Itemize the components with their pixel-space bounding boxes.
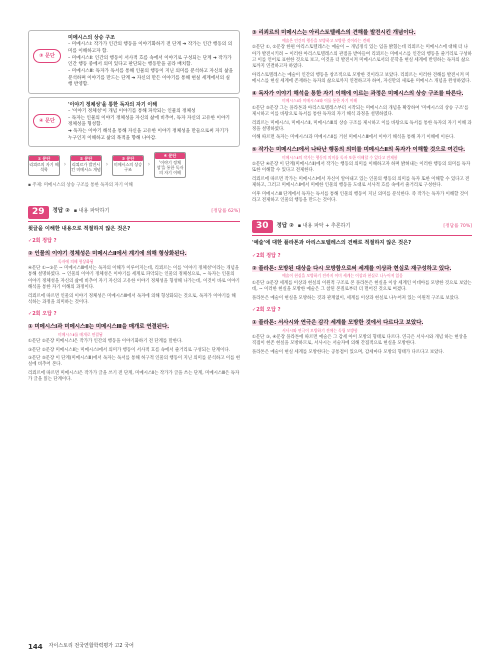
explanation: 리쾨르에 따르면 작가는 미메시스Ⅰ에서 자신이 알아내고 있는 인물의 행동의 의미를 독자 또한 이해할 수 있다고 전제하고, 그러고 미메시스Ⅱ에서 미메한 인물의 행동을 도대로 서사적 흐름 속에서 줄거리로 구성한다. — [252, 176, 470, 189]
check-mark: ✓2회 오답 ? — [252, 307, 281, 314]
page-number: 144 — [28, 642, 43, 651]
answer-option: ① 플라톤: 서사시와 연극은 감각 세계를 모방한 것에서 다르다고 보았다. — [252, 319, 424, 326]
question-type: ▪ 내용 파악 + 추론하기 — [297, 223, 351, 230]
paragraph-tag: ③ 문단 — [33, 49, 61, 63]
question-header-30 — [252, 220, 472, 236]
summary-box-4 — [28, 97, 240, 148]
answer-option: ① 미메시스Ⅰ과 미메시스Ⅱ는 미메시스Ⅲ을 매개로 연결된다. — [28, 323, 170, 330]
answer-option: ③ 리쾨르의 미메시스는 아리스토텔레스의 견해를 발전시킨 개념이다. — [252, 30, 416, 36]
explanation: ①문단 ②문장 미메시스Ⅰ은 작가가 인간의 행동을 이야기화하기 전 단계를 말한다. — [28, 339, 183, 345]
question-text: 윗글을 이해한 내용으로 적절하지 않은 것은? — [28, 225, 131, 232]
accuracy-rate: [정답률 70%] — [443, 223, 472, 229]
explanation: ②문단 ①, ②문장 한편 아리스토텔레스는 예술이 ~ 개념정식 있는 임을 밝혔는데 리쾨르는 미메시스에 대해 더 나아가 발전시키려 ~ 이러한 아리스토텔레스의 관점을 받아들여 리쾨르는 미메시스를 인간의 행동을 줄거리로 구성하고 이를 언어로 표현한 것으로 보고, 이것을 더 발전시켜 미메시스로서의 문학을 현실 세계에 반영하는 독자의 삶으로까지 연결하고자 하였다. — [252, 45, 472, 70]
option-note: 미메시스Ⅱ를 매개로 연결됨 — [58, 331, 103, 337]
summary-line: ➔ 독자는 이야기 해석을 통해 자신을 고유한 이야기 정체성을 만들으로써 자기가 누구인지 이해하고 삶의 목적을 향해 나아감. — [68, 129, 229, 141]
accuracy-rate: [정답률 62%] — [211, 208, 240, 214]
option-note: 서사시와 연극이 모방하기 전에는 독립 모방함 — [282, 327, 358, 333]
explanation: 아리스토텔레스는 예술이 인간의 행동을 창조적으로 모방한 것이라고 보았다. 리쾨르는 이러한 견해를 발전시켜 미메시스를 현실 세계에 존재하는 독자의 삶으로까지 연결하고자 하여, 자신만의 새로운 미메시스 개념을 완성하였다. — [252, 72, 471, 85]
explanation: 플라톤은 예술이 현실 세계를 모방한다는 공통점이 있으며, 감세마다 모방의 형태가 다르다고 보았다. — [252, 349, 445, 355]
summary-title: '이야기 정체성'을 통한 독자의 자기 이해 — [68, 101, 158, 108]
explanation: ④문단 ①~③문 ~ 미메시스Ⅲ에서는 독자의 이해가 이루어지는데, 리쾨르는 이를 '이야기 정체성'이라는 개념을 통해 설명하였다. ~ 인물의 이야기 정체성은 이야기를 세계로 파악되는 인물의 정체성으로, ~ 독자는 인물의 이야기 정체성을 자신의 삶에 비추어 자기 자신의 고유한 이야기 정체성을 형성해 나가는데, 이것이 바로 이야기 해석을 통한 자기 이해의 과정이다. — [28, 266, 240, 291]
option-note: 독자에 의해 형상화됨 — [58, 258, 94, 264]
flow-step: ① 문단 리쾨르의 자기 해석학 — [28, 155, 60, 176]
answer-option: ④ 독자가 이야기 해석을 통한 자기 이해에 이르는 과정은 미메시스의 상승 구조를 따른다. — [252, 90, 464, 97]
right-column — [252, 30, 472, 356]
check-mark: ✓2회 정답 ? — [252, 252, 281, 259]
question-header-29 — [28, 206, 240, 222]
summary-line: – 미메시스Ⅱ: 인간의 행동이 서사적 흐름 속에서 이야기로 구성되는 단계 ➔ 작가가 인간 행동 중에서 의미 있다고 판단되는 행동만을 골라 배치함. — [68, 55, 232, 68]
paragraph-tag: ④ 문단 — [33, 114, 61, 128]
explanation: 이후 미메시스Ⅲ 단계에서 독자는 독서를 통해 인물의 행동이 지닌 의미를 분석한다. 즉 작가는 독자가 이해할 것이라고 전제하고 인물의 행동을 만드는 것이다. — [252, 191, 469, 203]
summary-line: – '이야기 정체성'이 개념 이야기를 통해 파악되는 인물의 정체성 — [68, 109, 196, 115]
explanation: ①문단 ③, ④문장 플라톤에 따르면 예술은 그 감세 아이 모방의 형태로 다르다. 연극은 서사시와 개념 하는 현상을 직접이 현존 현실을 모방하므로, 서사시는 서술자에 의해 간접적으로 현실을 모방한다. — [252, 335, 468, 347]
answer-option: ② 플라톤: 모방된 대상을 다시 모방함으로써 세계를 이상과 현실로 재구성하고 있다. — [252, 265, 452, 272]
explanation: 플라톤은 예술이 현실을 모방하는 것과 관계없이, 세계를 이상과 현실로 나누어져 있는 이원적 구조로 보았다. — [252, 295, 460, 301]
question-text: '예술'에 대한 플라톤과 아리스토텔레스의 견해로 적절하지 않은 것은? — [252, 240, 412, 247]
arrow-right-icon: › — [147, 160, 151, 168]
structure-flow — [28, 152, 240, 178]
explanation: ①문단 ③문장 세계를 이상과 현실의 이원적 구조로 본 플라톤은 현실을 이상 세계인 이데아를 모방한 것으로 보았는데, ~ 이러한 현실을 모방한 예술은 그 참된 본질로부터 더 멀어진 것으로 여겼다. — [252, 280, 472, 293]
question-number: 30 — [252, 220, 273, 233]
answer-option: ② 인물의 이야기 정체성은 미메시스Ⅱ에서 계기에 의해 형상화된다. — [28, 250, 187, 257]
check-mark: ✓2회 오답 ? — [28, 311, 57, 318]
answer-label: 정답 ② — [52, 208, 70, 215]
explanation: 리쾨르에 따르면 미메시스Ⅰ은 작가가 글을 쓰기 전 단계, 미메시스Ⅱ는 작가가 글을 쓰는 단계, 미메시스Ⅲ은 독자가 글을 읽는 단계이다. — [28, 370, 240, 383]
arrow-right-icon: › — [63, 160, 67, 168]
summary-box-3 — [28, 30, 240, 94]
topic-caption: ▪ 주제: 미메시스의 상승 구조를 통한 독자의 자기 이해 — [28, 183, 133, 189]
option-note: 미메시스Ⅰ과 미메시스Ⅱ와 이를 통한 자기 이해 — [282, 98, 358, 104]
left-column — [28, 30, 240, 384]
book-title: 자이스토리 전국연합학력평가 고2 국어 — [48, 643, 134, 650]
explanation: 리쾨르에 따르면 인물의 이야기 정체성은 미메시스Ⅲ에서 독자에 의해 형상화되는 것으로, 독자가 이야기를 해석하는 과정을 의미하는 것이다. — [28, 293, 236, 305]
flow-step: ② 문단 리쾨르가 발전시킨 미메시스 개념 — [70, 155, 102, 176]
explanation: 이해 따르면 독자는 미메시스Ⅰ과 미메시스Ⅱ를 거친 미메시스Ⅲ에서 이야기 해석을 통해 자기 이해에 이른다. — [252, 135, 455, 141]
page-footer — [28, 642, 134, 652]
summary-line: – 독자는 인물의 이야기 정체성을 자신의 삶에 비추어, 독자 자신의 고유한 이야기 정체성을 형성함. — [68, 115, 230, 128]
explanation: ③문단 ⑤문장 이 단계(미메시스Ⅲ)에서 독자는 독서를 통해 허구적 인물의 행동이 지닌 의미를 분석하고 이를 현실에 비추어 본다. — [28, 356, 241, 368]
summary-title: 미메시스의 상승 구조 — [68, 35, 115, 41]
option-note: 예술이 현실을 모방하기 전까지 이미 세계는 이상과 현실로 나누어져 있음 — [282, 273, 403, 279]
question-number: 29 — [28, 206, 49, 219]
arrow-right-icon: › — [105, 160, 109, 168]
explanation: ②문단 ④문장 이 단계(미메시스Ⅱ)에서 작가는 행동의 의미를 이해하고자 하며 밝혀내는 이러한 행동의 의미를 독자 또한 이해할 수 있다고 전제한다. — [252, 162, 471, 174]
explanation: ①문단 ⑤문장 그는 플라톤과 아리스토텔레스부터 시작되는 미메시스의 개념을 확장하여 '미메시스의 상승 구조'를 제시하고 이를 바탕으로 독서를 통한 독자의 자기 해석 과정을 설명하였다. — [252, 105, 469, 118]
summary-line: – 미메시스Ⅲ: 독자가 독서를 통해 인물의 행동이 지닌 의미를 분석하고 자신의 삶을 분석하며 이야기를 만드는 단계 ➔ 자신의 만든 이야기를 통해 현실 세계에서의 실행 반영함. — [68, 68, 234, 88]
summary-line: – 미메시스Ⅰ: 작가가 인간의 행동을 이야기화하기 전 단계 ➔ 작가는 인간 행동의 의미를 이해하고자 함. — [68, 42, 233, 54]
flow-step: ③ 문단 미메시스의 상승 구조 — [112, 155, 144, 176]
flow-step: ④ 문단 '이야기 정체성'을 통한 독자의 자기 이해 — [154, 152, 186, 178]
explanation: ③문단 ②문장 미메시스Ⅱ는 미메시스Ⅰ에서 의미가 행동이 서사적 흐름 속에서 줄거리로 구성되는 단계이다. — [28, 347, 230, 353]
answer-label: 정답 ② — [276, 222, 294, 229]
question-type: ▪ 내용 파악하기 — [73, 208, 110, 215]
answer-option: ⑤ 작가는 미메시스Ⅰ에서 나타난 행동의 의미를 미메시스Ⅱ의 독자가 이해할 것으로 여긴다. — [252, 146, 466, 153]
check-mark: ✓2회 정답 ? — [28, 238, 57, 245]
explanation: 리쾨르는 미메시스Ⅰ, 미메시스Ⅱ, 미메시스Ⅲ의 상승 구조를 제시하고 이를 바탕으로 독서를 통한 독자의 자기 이해 과정을 설명하였다. — [252, 120, 472, 133]
option-note: 미메시스Ⅱ의 작가는 행동의 의미를 독자 또한 이해할 수 있다고 전제함 — [282, 154, 398, 160]
option-note: 예술은 인간의 행동을 모방하고 모방한 것이라는 견해 — [282, 37, 370, 43]
